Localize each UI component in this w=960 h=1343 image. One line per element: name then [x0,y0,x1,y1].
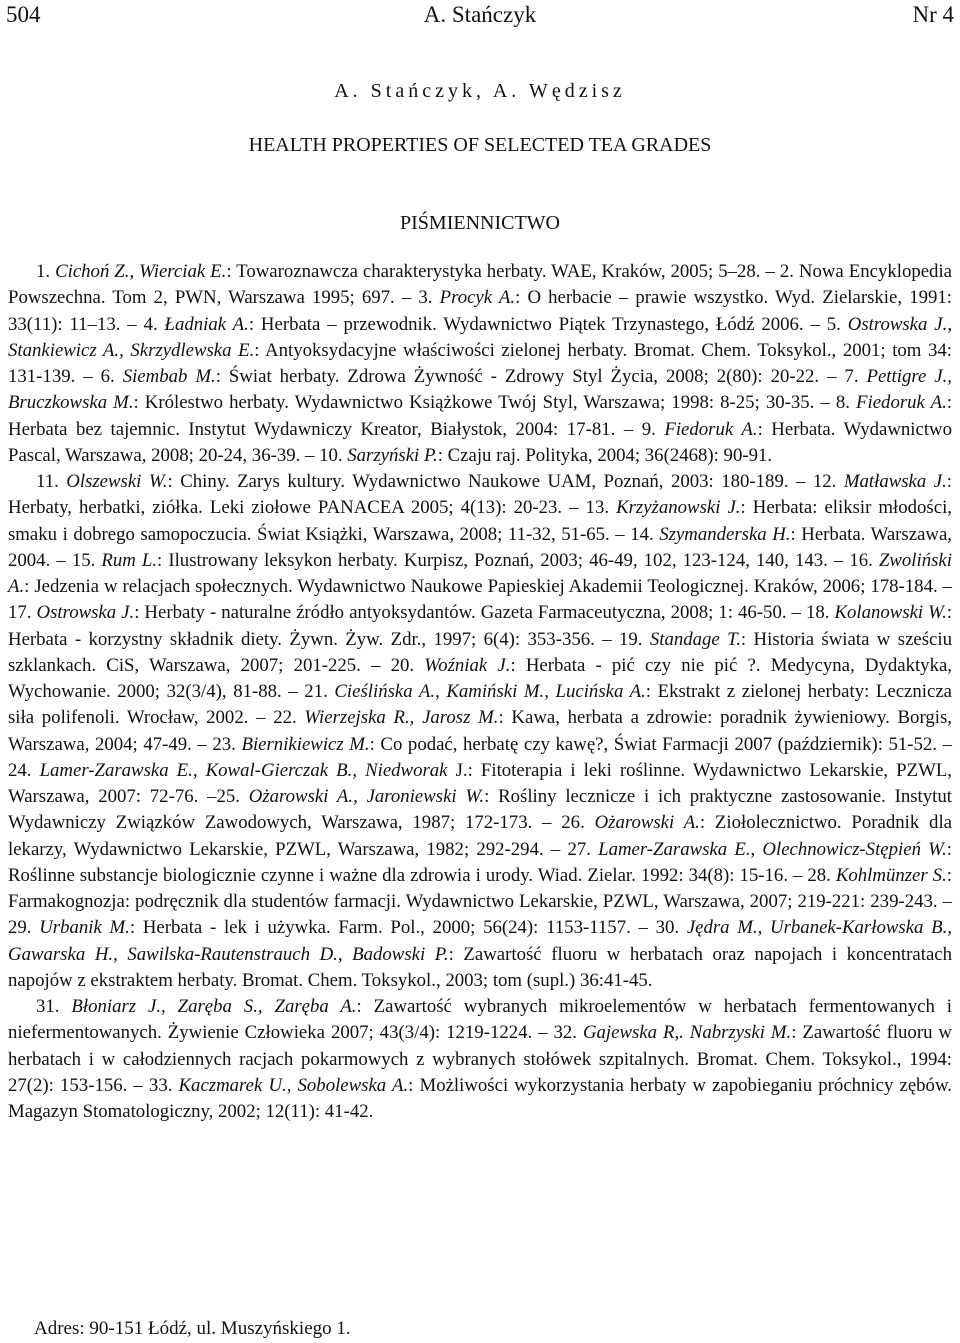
reference-text: : Czaju raj. Polityka, 2004; 36(2468): 90-91. [437,444,773,466]
reference-paragraph [8,469,952,994]
reference-author: Procyk A. [439,287,516,309]
reference-text: : Herbata: eliksir młodości, smaku i dobrego samopoczucia. Świat Książki, Warszawa, 2008; 11-32, 51-65. – 14. [8,497,952,545]
article-title: HEALTH PROPERTIES OF SELECTED TEA GRADES [248,134,712,156]
section-heading: PIŚMIENNICTWO [400,212,560,234]
reference-author: Fiedoruk A. [664,418,758,440]
reference-author: Ładniak A. [164,313,249,335]
reference-text: : Świat herbaty. Zdrowa Żywność - Zdrowy Styl Życia, 2008; 2(80): 20-22. – 7. [215,366,867,387]
reference-author: Lamer-Zarawska E., Kowal-Gierczak B., Niedworak [39,759,448,781]
reference-author: Siembab M. [122,366,216,387]
reference-text: 1. [36,261,56,282]
reference-text: : Kawa, herbata a zdrowie: poradnik żywieniowy. Borgis, Warszawa, 2004; 47-49. – 23. [8,707,952,755]
reference-text: J.: Fitoterapia i leki roślinne. Wydawnictwo Lekarskie, PZWL, Warszawa, 2007: 72-76. –25. [8,759,952,807]
reference-text: : Co podać, herbatę czy kawę?, Świat Farmacji 2007 (październik): 51-52. – 24. [8,733,952,781]
reference-text: : Towaroznawcza charakterystyka herbaty. WAE, Kraków, 2005; 5–28. – 2. Nowa Encyklopedia Powszechna. Tom 2, PWN, Warszawa 1995; 697. – 3. [8,261,953,309]
reference-author: Ostrowska J., Stankiewicz A., Skrzydlewska E. [8,313,953,361]
reference-text: 11. [36,471,67,492]
reference-text: : Ziołolecznictwo. Poradnik dla lekarzy, Wydawnictwo Lekarskie, PZWL, Warszawa, 1982; 292-294. – 27. [8,812,952,860]
reference-text: : O herbacie – prawie wszystko. Wyd. Zielarskie, 1991: 33(11): 11–13. – 4. [8,287,952,335]
reference-list [8,259,952,1125]
reference-author: Krzyżanowski J. [616,497,741,519]
reference-text: : Ekstrakt z zielonej herbaty: Lecznicza siła polifenoli. Wrocław, 2002. – 22. [8,681,953,729]
reference-author: Urbanik M. [39,917,130,939]
reference-author: Kaczmarek U., Sobolewska A. [178,1074,409,1096]
issue-number: Nr 4 [912,2,954,27]
reference-author: Matławska J. [843,471,947,492]
reference-author: Sarzyński P. [347,444,438,466]
reference-author: Biernikiewicz M. [241,733,370,755]
reference-text: : Ilustrowany leksykon herbaty. Kurpisz, Poznań, 2003; 46-49, 102, 123-124, 140, 143. – 16. [157,549,879,571]
reference-text: 31. [36,996,72,1017]
reference-author: Błoniarz J., Zaręba S., Zaręba A. [71,996,357,1017]
reference-author: Cichoń Z., Wierciak E. [55,261,227,282]
reference-author: Kolanowski W. [834,602,947,624]
reference-text: : Herbata - lek i używka. Farm. Pol., 2000; 56(24): 1153-1157. – 30. [129,917,687,939]
reference-text: : Roślinne substancje biologicznie czynne i ważne dla zdrowia i urody. Wiad. Zielar. 1992: 34(8): 15-16. – 28. [8,838,952,886]
running-head-author: A. Stańczyk [423,2,537,27]
reference-author: Jędra M., Urbanek-Karłowska B., Gawarska H., Sawilska-Rautenstrauch D., Badowski P. [8,917,953,965]
reference-author: Kohlmünzer S. [835,864,947,886]
reference-text: : Farmakognozja: podręcznik dla studentów farmacji. Wydawnictwo Lekarskie, PZWL, Warszawa, 2007; 219-221: 239-243. – 29. [8,864,952,939]
reference-author: Cieślińska A., Kamiński M., Lucińska A. [334,681,646,702]
reference-text: : Herbata bez tajemnic. Instytut Wydawniczy Kreator, Białystok, 2004: 17-81. – 9. [8,392,952,440]
reference-paragraph [8,259,952,469]
reference-author: Standage T. [649,628,741,650]
reference-author: Gajewska R,. Nabrzyski M. [582,1022,792,1044]
reference-author: Zwoliński A. [8,549,952,597]
reference-paragraph [8,994,952,1125]
reference-text: : Herbata. Wydawnictwo Pascal, Warszawa, 2008; 20-24, 36-39. – 10. [8,418,953,466]
reference-author: Wierzejska R., Jarosz M. [304,707,499,729]
reference-text: : Herbata - pić czy nie pić ?. Medycyna, Dydaktyka, Wychowanie. 2000; 32(3/4), 81-88. – 21. [8,654,952,702]
reference-text: : Herbaty - naturalne źródło antyoksydantów. Gazeta Farmaceutyczna, 2008; 1: 46-50. – 18. [134,602,835,624]
reference-text: : Chiny. Zarys kultury. Wydawnictwo Naukowe UAM, Poznań, 2003: 180-189. – 12. [167,471,844,492]
reference-text: : Możliwości wykorzystania herbaty w zapobieganiu próchnicy zębów. Magazyn Stomatologiczny, 2002; 12(11): 41-42. [8,1074,952,1122]
reference-text: : Herbata - korzystny składnik diety. Żywn. Żyw. Zdr., 1997; 6(4): 353-356. – 19. [8,602,952,650]
reference-text: : Historia świata w sześciu szklankach. CiS, Warszawa, 2007; 201-225. – 20. [8,628,952,676]
reference-text: : Królestwo herbaty. Wydawnictwo Książkowe Twój Styl, Warszawa; 1998: 8-25; 30-35. – 8. [133,392,857,414]
reference-author: Ożarowski A., Jaroniewski W. [248,786,485,807]
article-authors: A. Stańczyk, A. Wędzisz [334,80,626,102]
reference-author: Ostrowska J. [36,602,135,624]
reference-author: Pettigre J., Bruczkowska M. [8,366,953,414]
reference-author: Ożarowski A. [594,812,700,834]
reference-author: Lamer-Zarawska E., Olechnowicz-Stępień W. [598,838,947,860]
reference-author: Szymanderska H. [659,523,791,545]
reference-text: : Zawartość wybranych mikroelementów w herbatach fermentowanych i niefermentowanych. Żywienie Człowieka 2007; 43(3/4): 1219-1224. – 32. [8,996,952,1044]
reference-author: Woźniak J. [424,654,511,676]
page-number: 504 [6,2,41,27]
reference-author: Rum L. [101,549,158,571]
reference-text: : Herbata – przewodnik. Wydawnictwo Piątek Trzynastego, Łódź 2006. – 5. [248,313,848,335]
reference-author: Olszewski W. [66,471,168,492]
reference-text: : Antyoksydacyjne właściwości zielonej herbaty. Bromat. Chem. Toksykol., 2001; tom 34: 131-139. – 6. [8,339,952,387]
reference-text: : Zawartość fluoru w herbatach i w całodziennych racjach pokarmowych z wybranych stołówek szpitalnych. Bromat. Chem. Toksykol., 1994: 27(2): 153-156. – 33. [8,1022,952,1096]
reference-text: : Rośliny lecznicze i ich praktyczne zastosowanie. Instytut Wydawniczy Związków Zawodowych, Warszawa, 1987; 172-173. – 26. [8,786,952,834]
reference-author: Fiedoruk A. [856,392,947,414]
running-head [6,2,954,38]
reference-text: : Zawartość fluoru w herbatach oraz napojach i koncentratach napojów z ekstraktem herbaty. Bromat. Chem. Toksykol., 2003; tom (supl.) 36:41-45. [8,943,953,991]
reference-text: : Jedzenia w relacjach społecznych. Wydawnictwo Naukowe Papieskiej Akademii Teologicznej. Kraków, 2006; 178-184. – 17. [8,576,952,624]
reference-text: : Herbata. Warszawa, 2004. – 15. [8,523,952,571]
reference-text: : Herbaty, herbatki, ziółka. Leki ziołowe PANACEA 2005; 4(13): 20-23. – 13. [8,471,952,519]
author-address: Adres: 90-151 Łódź, ul. Muszyńskiego 1. [34,1318,351,1339]
